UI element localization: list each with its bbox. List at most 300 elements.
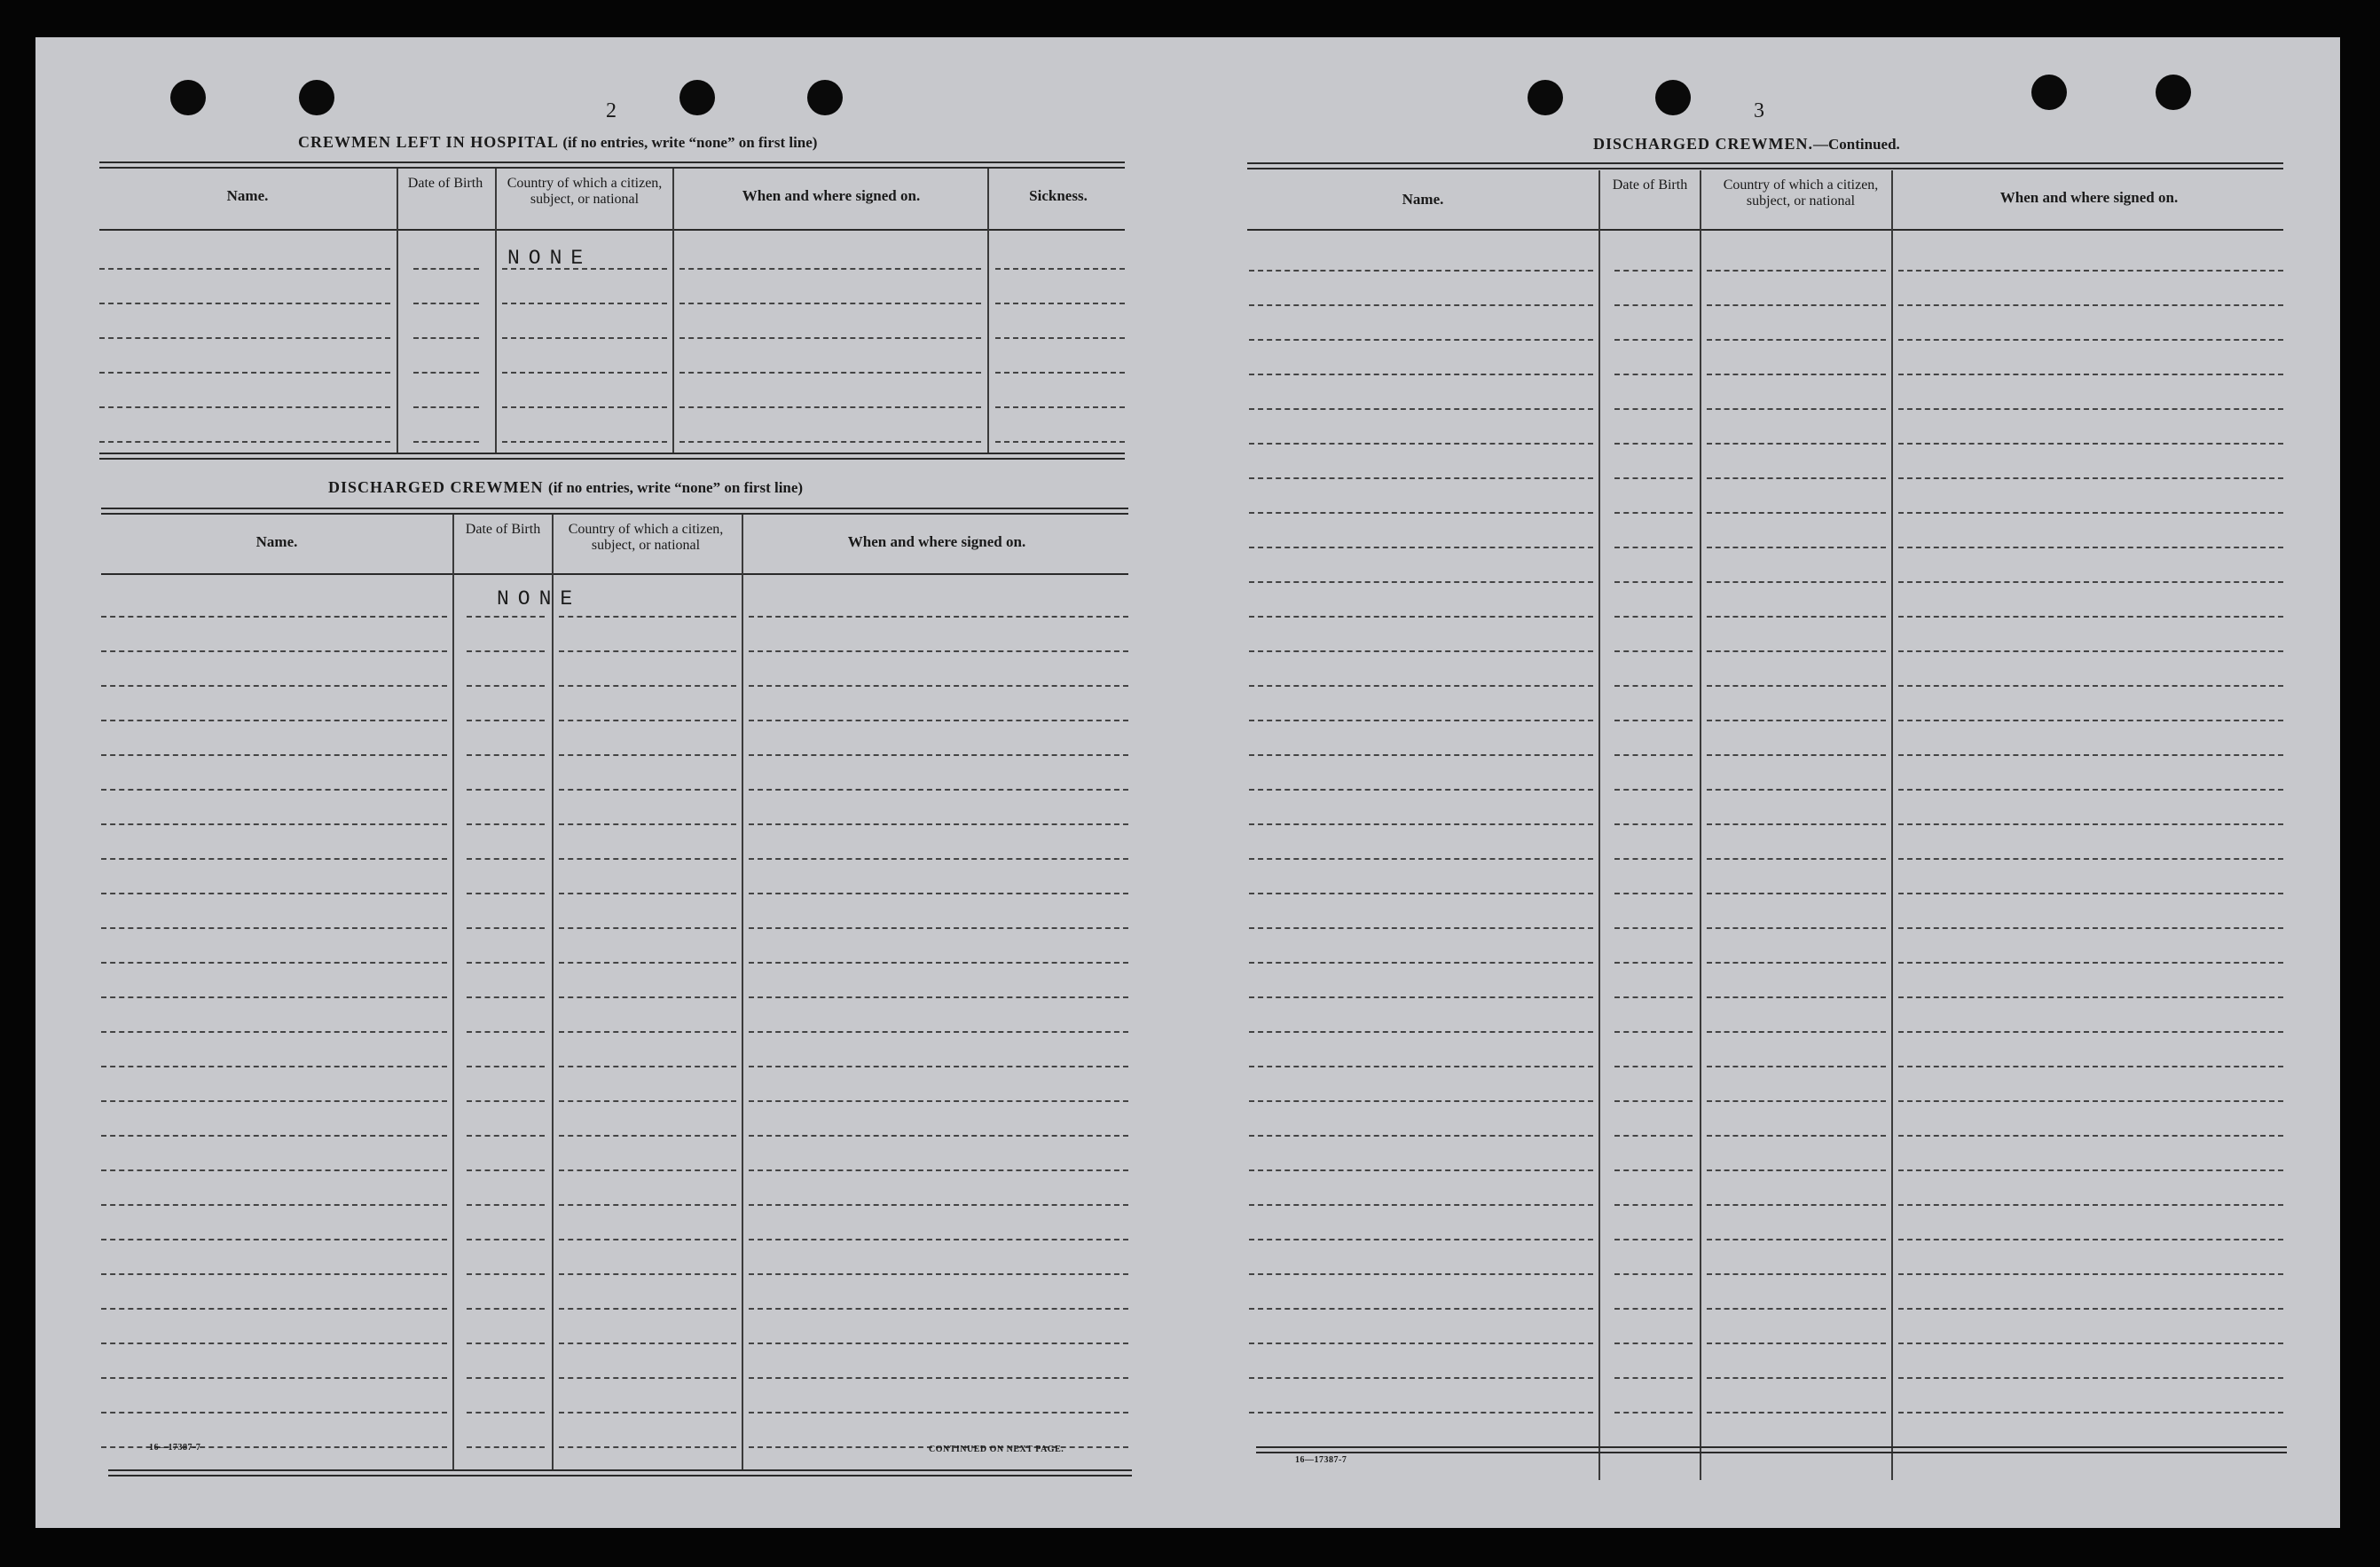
ruled-line — [749, 1204, 1128, 1206]
ruled-line — [1707, 581, 1886, 583]
ruled-line — [559, 927, 736, 929]
ruled-line — [1707, 789, 1886, 791]
ruled-line — [1249, 720, 1593, 721]
right-bottom-rule-2 — [1256, 1452, 2287, 1453]
ruled-line — [467, 1446, 545, 1448]
ruled-line — [559, 650, 736, 652]
ruled-line — [1614, 443, 1693, 445]
ruled-line — [1707, 339, 1886, 341]
ruled-line — [1614, 512, 1693, 514]
ruled-line — [467, 650, 545, 652]
hospital-bottom-rule — [99, 453, 1125, 454]
ruled-line — [467, 1377, 545, 1379]
discharged-subtitle-text: (if no entries, write “none” on first line) — [548, 479, 804, 496]
ruled-line — [1614, 823, 1693, 825]
ruled-line — [1249, 616, 1593, 618]
ruled-line — [1707, 754, 1886, 756]
ruled-line — [1707, 304, 1886, 306]
ruled-line — [1614, 477, 1693, 479]
right-col-divider — [1891, 170, 1893, 1480]
ruled-line — [1249, 1135, 1593, 1137]
ruled-line — [1707, 477, 1886, 479]
ruled-line — [1614, 962, 1693, 964]
ruled-line — [1614, 754, 1693, 756]
ruled-line — [1249, 512, 1593, 514]
ruled-line — [467, 858, 545, 860]
ruled-line — [101, 720, 447, 721]
ruled-line — [559, 1100, 736, 1102]
ruled-line — [1249, 304, 1593, 306]
ruled-line — [99, 303, 390, 304]
right-header-rule — [1247, 229, 2283, 231]
discharged-top-rule — [101, 508, 1128, 509]
ruled-line — [1614, 1377, 1693, 1379]
ruled-line — [1249, 789, 1593, 791]
ruled-line — [679, 441, 981, 443]
ruled-line — [1707, 1273, 1886, 1275]
ruled-line — [1249, 927, 1593, 929]
ruled-line — [1898, 927, 2283, 929]
ruled-line — [101, 1239, 447, 1240]
ruled-line — [1898, 650, 2283, 652]
ruled-line — [1707, 685, 1886, 687]
ruled-line — [467, 962, 545, 964]
ruled-line — [679, 268, 981, 270]
ruled-line — [749, 962, 1128, 964]
ruled-line — [559, 893, 736, 894]
ruled-line — [1249, 996, 1593, 998]
ruled-line — [1249, 754, 1593, 756]
ruled-line — [1898, 1343, 2283, 1344]
ruled-line — [1707, 547, 1886, 548]
page-number-left: 2 — [606, 99, 617, 122]
ruled-line — [1707, 408, 1886, 410]
ruled-line — [1614, 1412, 1693, 1413]
page-number-right: 3 — [1754, 99, 1764, 122]
ruled-line — [1249, 1100, 1593, 1102]
ruled-line — [101, 1308, 447, 1310]
ruled-line — [99, 268, 390, 270]
ruled-line — [559, 1273, 736, 1275]
ruled-line — [1249, 1343, 1593, 1344]
ruled-line — [749, 650, 1128, 652]
ruled-line — [749, 996, 1128, 998]
discharged-col-divider — [742, 515, 743, 1471]
ruled-line — [467, 1204, 545, 1206]
ruled-line — [467, 1239, 545, 1240]
hospital-header-signed: When and where signed on. — [742, 187, 921, 204]
discharged-none-entry: NONE — [497, 587, 582, 610]
ruled-line — [749, 789, 1128, 791]
ruled-line — [1898, 1169, 2283, 1171]
ruled-line — [1249, 270, 1593, 272]
discharged-col-divider — [552, 515, 554, 1471]
ruled-line — [1898, 893, 2283, 894]
ruled-line — [1614, 1135, 1693, 1137]
ruled-line — [101, 927, 447, 929]
ruled-line — [1249, 408, 1593, 410]
right-header-dob: Date of Birth — [1612, 177, 1688, 193]
ruled-line — [502, 441, 667, 443]
ruled-line — [101, 1066, 447, 1067]
hospital-header-country: Country of which a citizen, subject, or national — [507, 176, 663, 207]
ruled-line — [413, 303, 479, 304]
ruled-line — [749, 1239, 1128, 1240]
ruled-line — [1614, 1239, 1693, 1240]
ruled-line — [467, 1031, 545, 1033]
punch-hole — [807, 80, 843, 115]
ruled-line — [559, 789, 736, 791]
ruled-line — [1898, 1412, 2283, 1413]
ruled-line — [995, 372, 1125, 374]
ruled-line — [559, 1308, 736, 1310]
ruled-line — [1898, 512, 2283, 514]
ruled-line — [1707, 720, 1886, 721]
ruled-line — [101, 1031, 447, 1033]
ruled-line — [467, 927, 545, 929]
hospital-header-dob: Date of Birth — [407, 176, 483, 191]
ruled-line — [1707, 1100, 1886, 1102]
discharged-col-divider — [452, 515, 454, 1471]
ruled-line — [413, 372, 479, 374]
ruled-line — [1707, 1204, 1886, 1206]
ruled-line — [502, 268, 667, 270]
ruled-line — [559, 1135, 736, 1137]
ruled-line — [101, 893, 447, 894]
ruled-line — [1249, 581, 1593, 583]
ruled-line — [502, 372, 667, 374]
ruled-line — [559, 1343, 736, 1344]
ruled-line — [1614, 1169, 1693, 1171]
ruled-line — [1707, 823, 1886, 825]
ruled-line — [1898, 270, 2283, 272]
ruled-line — [1614, 650, 1693, 652]
ruled-line — [1898, 996, 2283, 998]
ruled-line — [749, 823, 1128, 825]
punch-hole — [170, 80, 206, 115]
punch-hole — [299, 80, 334, 115]
ruled-line — [1249, 339, 1593, 341]
ruled-line — [467, 1412, 545, 1413]
hospital-title-text: CREWMEN LEFT IN HOSPITAL — [298, 133, 558, 151]
ruled-line — [679, 303, 981, 304]
ruled-line — [1707, 893, 1886, 894]
ruled-line — [1614, 408, 1693, 410]
ruled-line — [559, 1377, 736, 1379]
ruled-line — [467, 1100, 545, 1102]
ruled-line — [559, 1169, 736, 1171]
ruled-line — [101, 823, 447, 825]
ruled-line — [1707, 1308, 1886, 1310]
ruled-line — [1249, 1273, 1593, 1275]
ruled-line — [1898, 1031, 2283, 1033]
ruled-line — [1614, 616, 1693, 618]
discharged-header-signed: When and where signed on. — [847, 533, 1026, 550]
ruled-line — [1614, 685, 1693, 687]
hospital-top-rule — [99, 161, 1125, 163]
ruled-line — [1249, 685, 1593, 687]
ruled-line — [1614, 304, 1693, 306]
ruled-line — [1249, 1169, 1593, 1171]
ruled-line — [99, 372, 390, 374]
ruled-line — [1249, 858, 1593, 860]
ruled-line — [749, 1135, 1128, 1137]
right-col-divider — [1598, 170, 1600, 1480]
ruled-line — [101, 858, 447, 860]
ruled-line — [559, 996, 736, 998]
ruled-line — [1707, 270, 1886, 272]
ruled-line — [1249, 1377, 1593, 1379]
ruled-line — [1249, 1308, 1593, 1310]
ruled-line — [1707, 650, 1886, 652]
hospital-none-entry: NONE — [507, 247, 593, 270]
ruled-line — [1249, 1412, 1593, 1413]
ruled-line — [1249, 962, 1593, 964]
ruled-line — [1898, 962, 2283, 964]
ruled-line — [467, 1273, 545, 1275]
ruled-line — [1707, 443, 1886, 445]
ruled-line — [1249, 374, 1593, 375]
ruled-line — [995, 268, 1125, 270]
ruled-line — [467, 754, 545, 756]
ruled-line — [1898, 789, 2283, 791]
ruled-line — [559, 1446, 736, 1448]
ruled-line — [559, 962, 736, 964]
ruled-line — [1614, 789, 1693, 791]
discharged-header-dob: Date of Birth — [465, 522, 541, 537]
ruled-line — [559, 1412, 736, 1413]
ruled-line — [1707, 1066, 1886, 1067]
right-bottom-rule — [1256, 1446, 2287, 1448]
punch-hole — [1655, 80, 1691, 115]
right-title-suffix: —Continued. — [1813, 136, 1900, 153]
ruled-line — [749, 1412, 1128, 1413]
ruled-line — [1707, 858, 1886, 860]
ruled-line — [99, 337, 390, 339]
ruled-line — [101, 789, 447, 791]
ruled-line — [1707, 1239, 1886, 1240]
right-top-rule-2 — [1247, 168, 2283, 169]
ruled-line — [101, 754, 447, 756]
ruled-line — [1898, 616, 2283, 618]
ruled-line — [467, 893, 545, 894]
ruled-line — [1707, 962, 1886, 964]
ruled-line — [749, 616, 1128, 618]
discharged-header-name: Name. — [255, 533, 298, 550]
right-title-text: DISCHARGED CREWMEN. — [1593, 135, 1814, 153]
ruled-line — [1614, 374, 1693, 375]
ruled-line — [1614, 996, 1693, 998]
hospital-subtitle-text: (if no entries, write “none” on first line) — [562, 134, 818, 151]
hospital-col-divider — [397, 169, 398, 453]
ruled-line — [1898, 754, 2283, 756]
discharged-header-rule — [101, 573, 1128, 575]
ruled-line — [1614, 720, 1693, 721]
ruled-line — [995, 303, 1125, 304]
ruled-line — [749, 893, 1128, 894]
ruled-line — [101, 1100, 447, 1102]
ruled-line — [995, 337, 1125, 339]
ruled-line — [749, 1377, 1128, 1379]
discharged-header-country: Country of which a citizen, subject, or national — [568, 522, 724, 553]
ruled-line — [1614, 893, 1693, 894]
ruled-line — [413, 268, 479, 270]
ruled-line — [467, 616, 545, 618]
ruled-line — [679, 337, 981, 339]
ruled-line — [1707, 1031, 1886, 1033]
ruled-line — [1898, 823, 2283, 825]
ruled-line — [467, 823, 545, 825]
ruled-line — [101, 616, 447, 618]
ruled-line — [1898, 477, 2283, 479]
ruled-line — [467, 1308, 545, 1310]
ruled-line — [1614, 858, 1693, 860]
ruled-line — [467, 720, 545, 721]
ruled-line — [1249, 1204, 1593, 1206]
ruled-line — [1249, 1239, 1593, 1240]
ruled-line — [467, 1343, 545, 1344]
ruled-line — [1898, 1135, 2283, 1137]
continued-note: CONTINUED ON NEXT PAGE. — [929, 1445, 1064, 1454]
hospital-header-rule — [99, 229, 1125, 231]
ruled-line — [1249, 1066, 1593, 1067]
ruled-line — [1249, 823, 1593, 825]
ruled-line — [1707, 1169, 1886, 1171]
punch-hole — [679, 80, 715, 115]
ruled-line — [749, 858, 1128, 860]
discharged-bottom-rule-2 — [108, 1475, 1132, 1476]
ruled-line — [559, 1239, 736, 1240]
discharged-top-rule-2 — [101, 513, 1128, 515]
hospital-col-divider — [672, 169, 674, 453]
ruled-line — [101, 1135, 447, 1137]
ruled-line — [502, 303, 667, 304]
ruled-line — [101, 1377, 447, 1379]
ruled-line — [1249, 477, 1593, 479]
right-header-signed: When and where signed on. — [1999, 189, 2179, 206]
discharged-table-title — [328, 478, 803, 497]
punch-hole — [1528, 80, 1563, 115]
ruled-line — [1898, 339, 2283, 341]
form-number-left: 16—17387-7 — [149, 1443, 201, 1453]
form-sheet — [35, 37, 2340, 1528]
ruled-line — [559, 754, 736, 756]
ruled-line — [559, 720, 736, 721]
ruled-line — [99, 441, 390, 443]
ruled-line — [413, 406, 479, 408]
ruled-line — [1614, 1273, 1693, 1275]
ruled-line — [559, 685, 736, 687]
hospital-col-divider — [495, 169, 497, 453]
ruled-line — [467, 1135, 545, 1137]
ruled-line — [413, 337, 479, 339]
ruled-line — [1614, 927, 1693, 929]
ruled-line — [1249, 1031, 1593, 1033]
ruled-line — [1898, 685, 2283, 687]
ruled-line — [1614, 339, 1693, 341]
ruled-line — [502, 406, 667, 408]
ruled-line — [1898, 547, 2283, 548]
punch-hole — [2156, 75, 2191, 110]
right-top-rule — [1247, 162, 2283, 164]
right-header-name: Name. — [1402, 191, 1444, 208]
ruled-line — [467, 996, 545, 998]
ruled-line — [559, 823, 736, 825]
ruled-line — [749, 1308, 1128, 1310]
form-number-right: 16—17387-7 — [1295, 1455, 1347, 1465]
ruled-line — [749, 754, 1128, 756]
ruled-line — [749, 1066, 1128, 1067]
ruled-line — [1898, 581, 2283, 583]
ruled-line — [1898, 408, 2283, 410]
right-col-divider — [1700, 170, 1701, 1480]
hospital-header-name: Name. — [226, 187, 269, 204]
ruled-line — [995, 406, 1125, 408]
ruled-line — [559, 616, 736, 618]
ruled-line — [101, 1204, 447, 1206]
ruled-line — [559, 1031, 736, 1033]
ruled-line — [101, 1273, 447, 1275]
ruled-line — [1614, 1204, 1693, 1206]
ruled-line — [679, 406, 981, 408]
ruled-line — [467, 685, 545, 687]
ruled-line — [1249, 443, 1593, 445]
ruled-line — [1707, 1343, 1886, 1344]
ruled-line — [559, 1066, 736, 1067]
hospital-bottom-rule-2 — [99, 458, 1125, 460]
right-header-country: Country of which a citizen, subject, or national — [1723, 177, 1879, 209]
ruled-line — [1614, 1066, 1693, 1067]
discharged-title-text: DISCHARGED CREWMEN — [328, 478, 544, 496]
ruled-line — [1614, 1031, 1693, 1033]
ruled-line — [749, 1169, 1128, 1171]
ruled-line — [467, 1169, 545, 1171]
ruled-line — [1898, 1100, 2283, 1102]
ruled-line — [1707, 374, 1886, 375]
ruled-line — [749, 1273, 1128, 1275]
ruled-line — [749, 1343, 1128, 1344]
ruled-line — [502, 337, 667, 339]
ruled-line — [1898, 443, 2283, 445]
hospital-top-rule-2 — [99, 167, 1125, 169]
ruled-line — [995, 441, 1125, 443]
ruled-line — [1898, 1066, 2283, 1067]
ruled-line — [1614, 1308, 1693, 1310]
ruled-line — [1614, 581, 1693, 583]
ruled-line — [1614, 547, 1693, 548]
ruled-line — [101, 996, 447, 998]
ruled-line — [101, 1169, 447, 1171]
ruled-line — [559, 858, 736, 860]
ruled-line — [467, 789, 545, 791]
ruled-line — [1898, 1377, 2283, 1379]
ruled-line — [1898, 1308, 2283, 1310]
ruled-line — [99, 406, 390, 408]
ruled-line — [749, 1100, 1128, 1102]
ruled-line — [1614, 1343, 1693, 1344]
ruled-line — [1898, 720, 2283, 721]
ruled-line — [1707, 512, 1886, 514]
punch-hole — [2031, 75, 2067, 110]
ruled-line — [1614, 270, 1693, 272]
ruled-line — [749, 927, 1128, 929]
ruled-line — [1249, 650, 1593, 652]
ruled-line — [1898, 1204, 2283, 1206]
ruled-line — [101, 1343, 447, 1344]
ruled-line — [749, 1031, 1128, 1033]
ruled-line — [1249, 893, 1593, 894]
hospital-col-divider — [987, 169, 989, 453]
